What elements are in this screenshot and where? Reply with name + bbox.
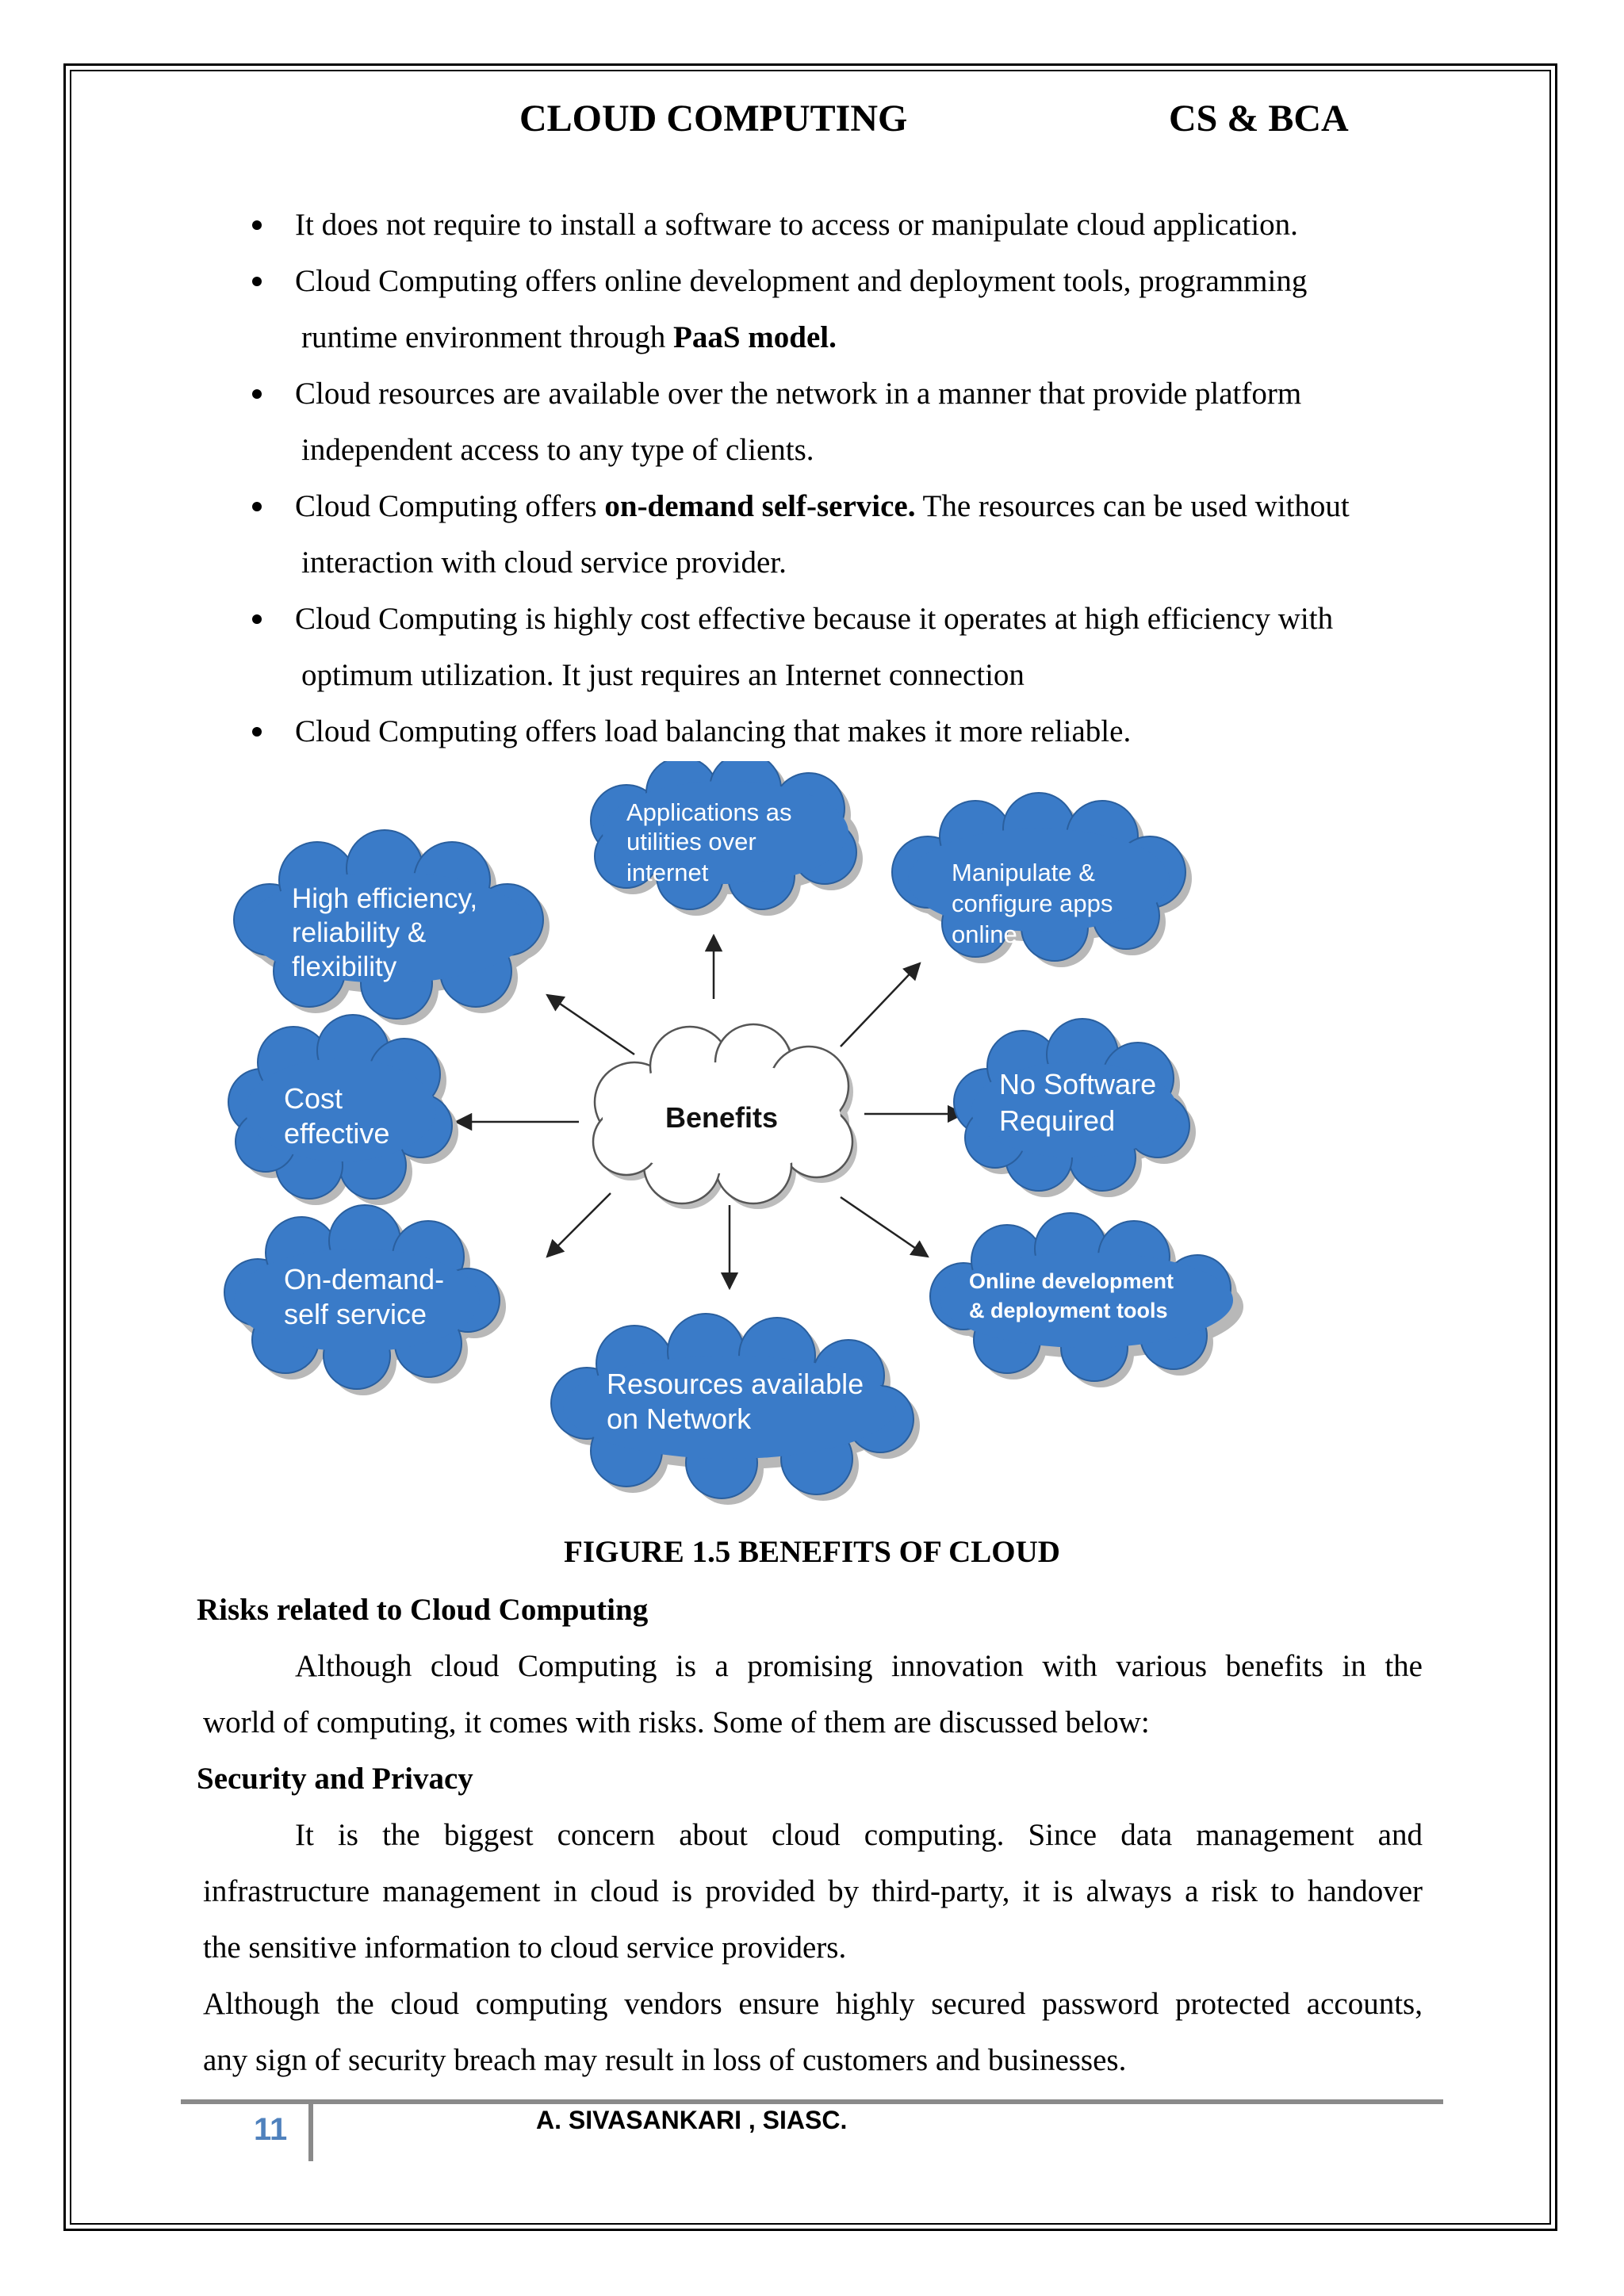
list-item <box>252 591 1423 703</box>
benefits-cloud <box>593 1024 857 1209</box>
list-item-text: Cloud Computing is highly cost effective because it operates at high efficiency with <box>295 602 1334 636</box>
list-item <box>252 197 1423 253</box>
paragraph-line: Although cloud Computing is a promising innovation with various benefits in the <box>295 1649 1423 1683</box>
paragraph-line: Although the cloud computing vendors ensure highly secured password protected accounts, <box>203 1987 1423 2021</box>
cloud-on-demand <box>224 1205 506 1395</box>
bold-term: on-demand self-service. <box>604 489 916 523</box>
cloud-text: Resources available <box>607 1368 864 1400</box>
paragraph-line: the sensitive information to cloud service providers. <box>203 1931 847 1965</box>
cloud-text: self service <box>284 1298 427 1330</box>
cloud-text: Manipulate & <box>952 859 1095 886</box>
arrow-down-left <box>547 1193 611 1257</box>
paragraph-line: It is the biggest concern about cloud computing. Since data management and <box>295 1818 1423 1852</box>
cloud-text: Required <box>999 1104 1116 1137</box>
footer-vertical-divider <box>308 2104 313 2161</box>
cloud-manipulate <box>892 793 1192 967</box>
bullet-icon <box>252 614 262 624</box>
cloud-text: Online development <box>969 1269 1174 1293</box>
paragraph-line: any sign of security breach may result in loss of customers and businesses. <box>203 2043 1127 2077</box>
list-item-continuation: optimum utilization. It just requires an Internet connection <box>301 658 1025 692</box>
header-course: CS & BCA <box>1169 98 1349 140</box>
list-item-text: runtime environment through <box>301 320 673 354</box>
list-item-continuation <box>295 309 1423 365</box>
list-item-text: Cloud resources are available over the network in a manner that provide platform <box>295 377 1302 411</box>
list-item-continuation: independent access to any type of clients. <box>301 433 814 467</box>
cloud-text: High efficiency, <box>292 883 478 914</box>
figure-caption: FIGURE 1.5 BENEFITS OF CLOUD <box>564 1535 1060 1569</box>
cloud-text: online <box>952 920 1017 948</box>
cloud-text: on Network <box>607 1402 752 1435</box>
section-heading: Security and Privacy <box>197 1762 473 1796</box>
bold-term: PaaS model. <box>673 320 837 354</box>
footer-author: A. SIVASANKARI , SIASC. <box>536 2106 848 2134</box>
cloud-online-development <box>930 1213 1243 1387</box>
cloud-text: reliability & <box>292 917 427 948</box>
paragraph-line: infrastructure management in cloud is provided by third-party, it is always a risk to handover <box>203 1874 1423 1908</box>
cloud-text: Applications as <box>626 798 792 826</box>
cloud-text: internet <box>626 859 709 886</box>
bullet-icon <box>252 389 262 399</box>
list-item-text: The resources can be used without <box>915 489 1350 523</box>
cloud-text: utilities over <box>626 828 756 855</box>
header-title: CLOUD COMPUTING <box>519 98 908 140</box>
risks-section <box>197 1582 1423 2088</box>
cloud-applications <box>591 761 863 916</box>
bullet-icon <box>252 277 262 286</box>
cloud-no-software <box>954 1019 1196 1197</box>
list-item <box>252 365 1423 478</box>
list-item <box>252 253 1423 365</box>
cloud-resources <box>551 1314 920 1505</box>
cloud-text: On-demand- <box>284 1263 445 1295</box>
list-item-text: Cloud Computing offers <box>295 489 605 523</box>
page-number: 11 <box>254 2112 288 2147</box>
list-item-text: Cloud Computing offers online development and deployment tools, programming <box>295 264 1308 298</box>
section-heading: Risks related to Cloud Computing <box>197 1593 649 1627</box>
list-item-text: Cloud Computing offers load balancing that makes it more reliable. <box>295 714 1132 748</box>
list-item <box>252 703 1423 760</box>
arrow-up-right <box>841 963 920 1047</box>
page-header <box>0 97 1624 144</box>
benefits-diagram-svg <box>214 761 1261 1506</box>
benefits-list <box>252 197 1423 760</box>
cloud-text: Cost <box>284 1082 343 1115</box>
arrow-up-left <box>547 995 634 1054</box>
bullet-icon <box>252 502 262 511</box>
list-item-continuation: interaction with cloud service provider. <box>301 545 787 580</box>
paragraph-line: world of computing, it comes with risks. Some of them are discussed below: <box>203 1705 1150 1739</box>
list-item <box>252 478 1423 591</box>
bullet-icon <box>252 727 262 737</box>
cloud-text: configure apps <box>952 890 1113 917</box>
bullet-icon <box>252 220 262 230</box>
list-item-text: It does not require to install a software to access or manipulate cloud application. <box>295 208 1298 242</box>
cloud-text: & deployment tools <box>969 1299 1168 1322</box>
cloud-high-efficiency <box>234 830 550 1025</box>
benefits-diagram <box>214 761 1261 1506</box>
cloud-cost-effective <box>228 1015 458 1205</box>
arrow-down-right <box>841 1197 928 1257</box>
cloud-text: No Software <box>999 1068 1157 1100</box>
cloud-text: effective <box>284 1117 390 1150</box>
cloud-text: flexibility <box>292 951 397 982</box>
benefits-label: Benefits <box>665 1101 779 1134</box>
footer-divider <box>181 2099 1443 2104</box>
